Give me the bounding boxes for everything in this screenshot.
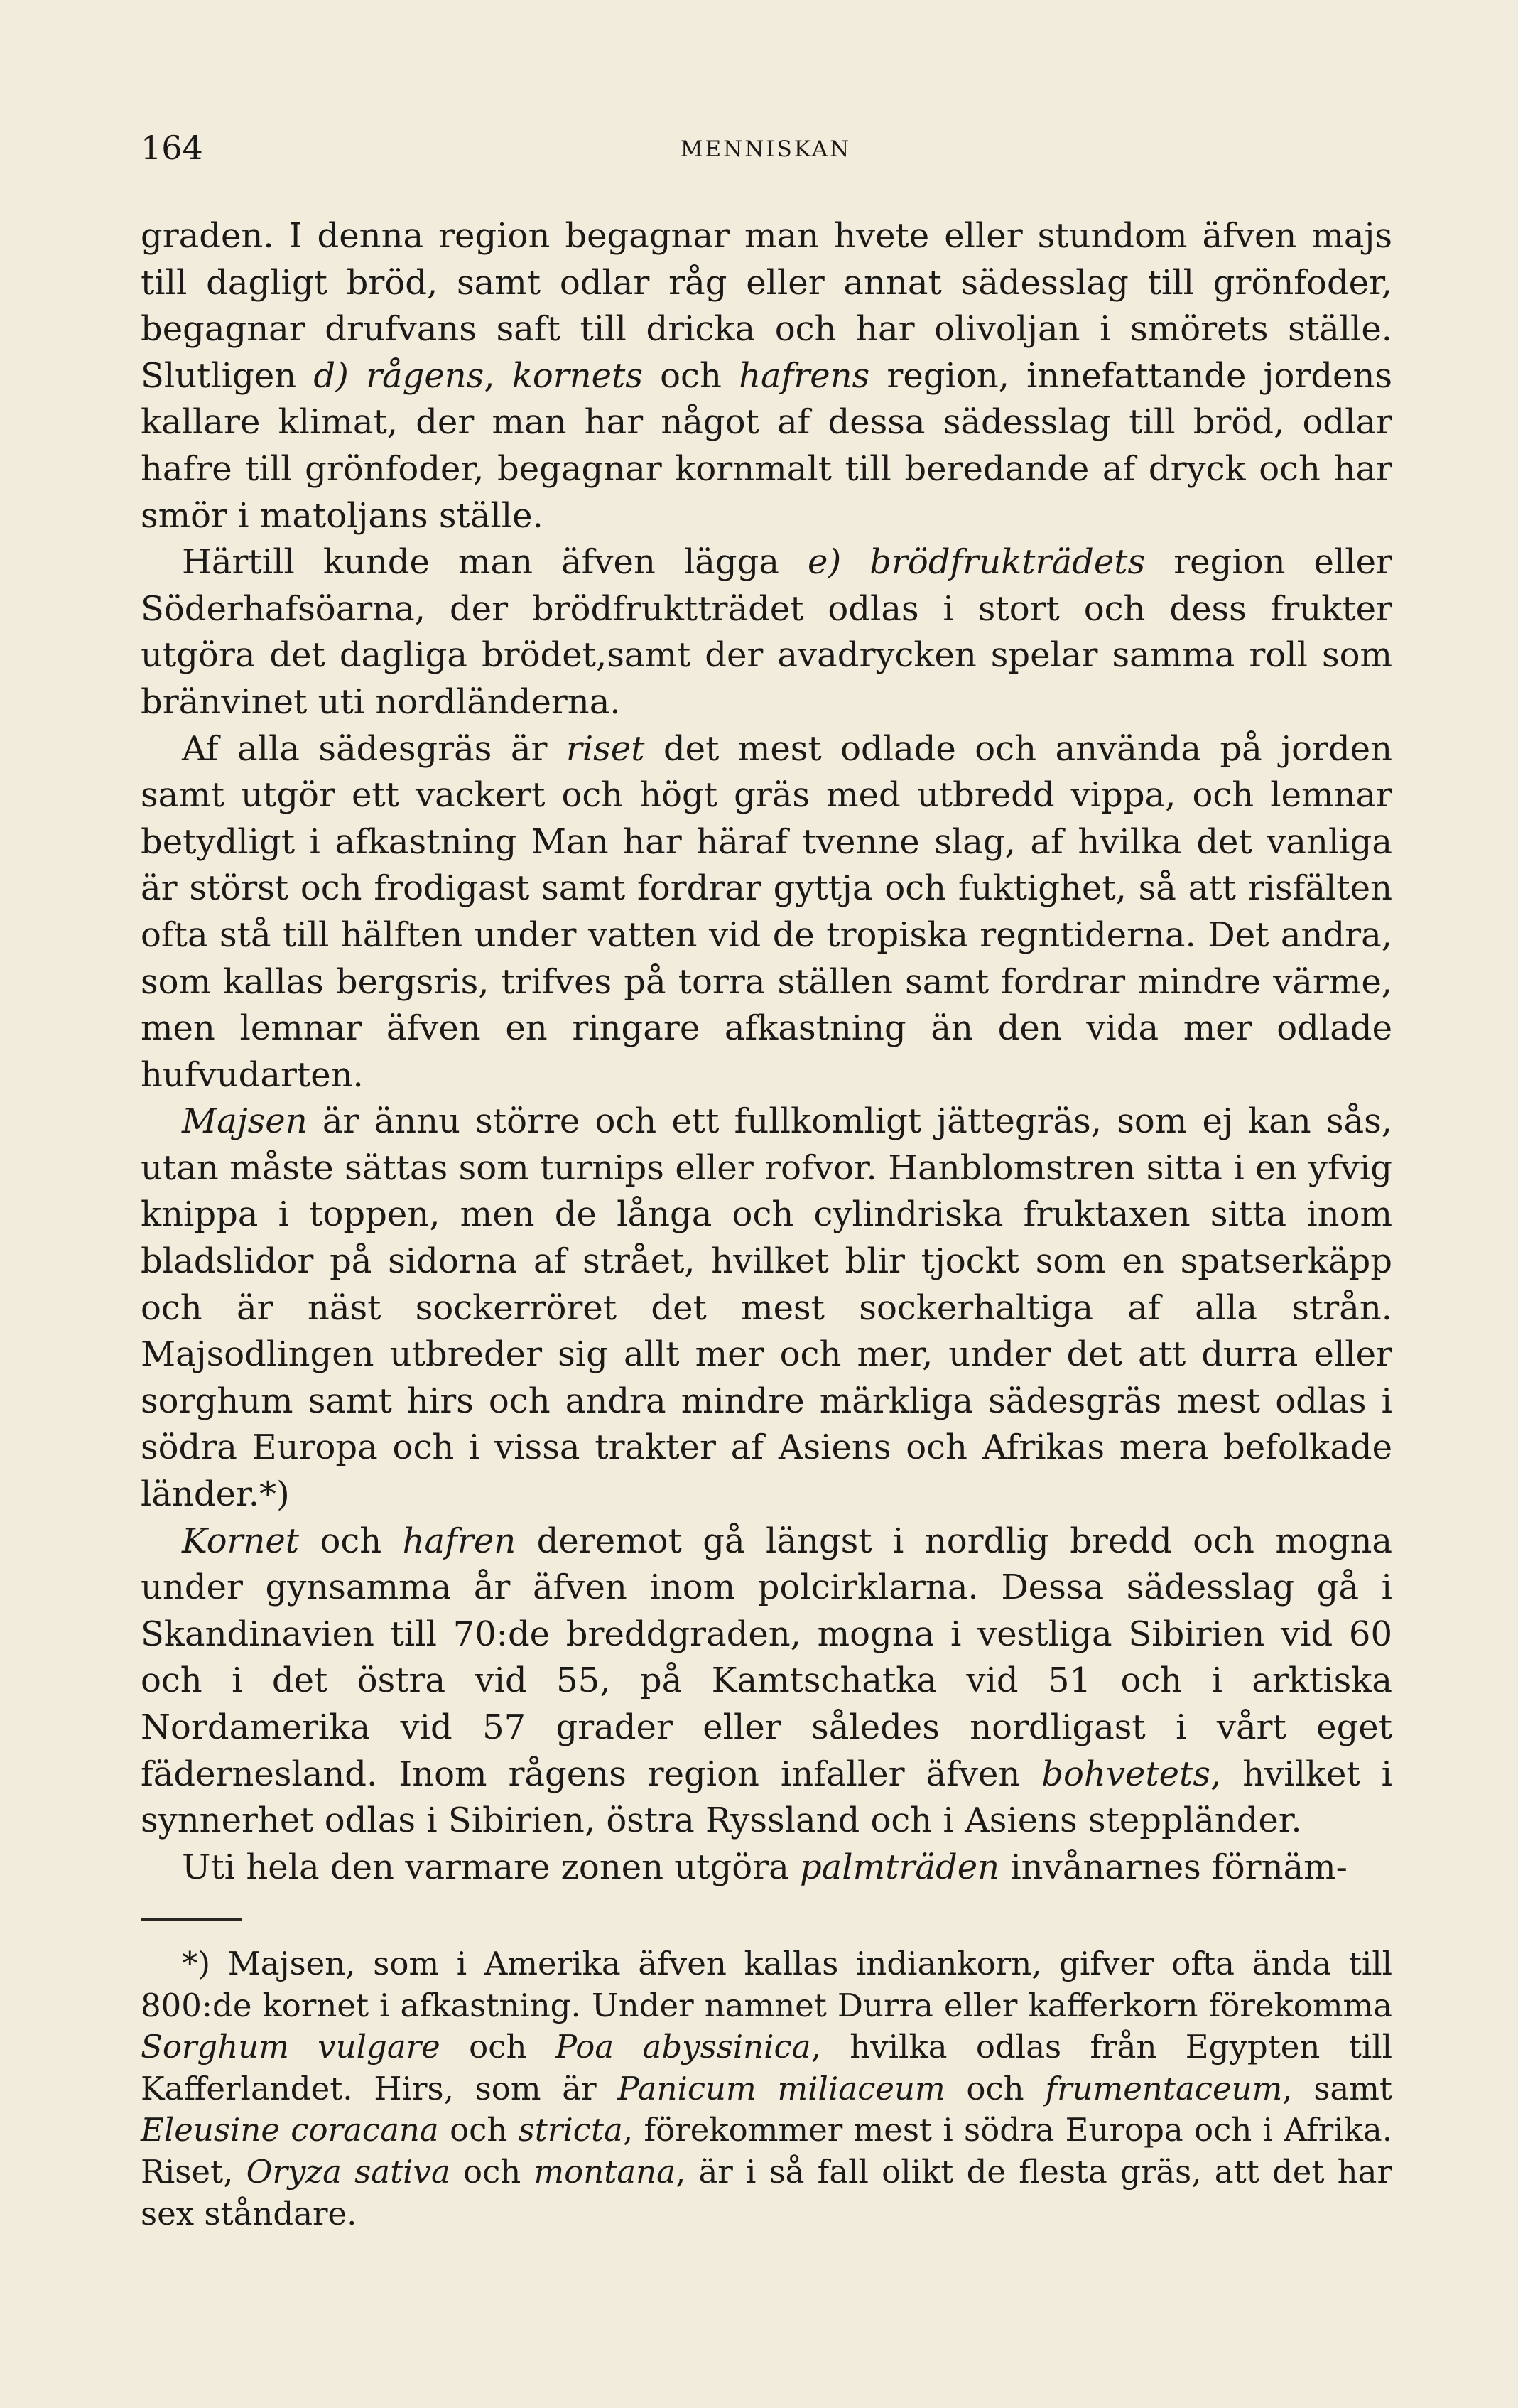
footnote	[141, 1943, 1392, 2235]
main-text	[141, 213, 1392, 1891]
paragraph-6	[141, 1845, 1392, 1891]
text-run: är ännu större och ett fullkomligt jättegräs, som ej kan sås, utan måste sättas som turnips eller rofvor. Hanblomstren sitta i en yfvig knippa i toppen, men de långa och cylindriska fruktaxen sitta inom bladslidor på sidorna af strået, hvilket blir tjockt som en spatserkäpp och är näst sockerröret det mest sockerhaltiga af alla strån. Majsodlingen utbreder sig allt mer och mer, under det att durra eller sorghum samt hirs och andra mindre märkliga sädesgräs mest odlas i södra Europa och i vissa trakter af Asiens och Afrikas mera befolkade länder.*)	[141, 1101, 1392, 1515]
paragraph-4	[141, 1098, 1392, 1518]
paragraph-5	[141, 1518, 1392, 1845]
text-run: , förekommer mest i södra Europa och i Afrika. Riset,	[141, 2111, 1393, 2191]
running-title: MENNISKAN	[680, 136, 852, 162]
italic-run: bohvetets	[1041, 1754, 1210, 1794]
italic-run: Kornet	[182, 1521, 300, 1561]
italic-run: hafren	[402, 1521, 516, 1561]
text-run: , hvilket i synnerhet odlas i Sibirien, östra Ryssland och i Asiens steppländer.	[141, 1754, 1393, 1841]
footnote-rule	[141, 1918, 242, 1921]
paragraph-2	[141, 539, 1392, 725]
italic-run: Sorghum vulgare	[141, 2028, 440, 2066]
italic-run: frumentaceum	[1045, 2069, 1283, 2107]
text-run: och	[440, 2028, 555, 2066]
running-header	[141, 126, 1391, 169]
text-run: region eller Söderhafsöarna, der brödfruktträdet odlas i stort och dess frukter utgöra det dagliga brödet,samt der avadrycken spelar samma roll som bränvinet uti nordländerna.	[141, 542, 1393, 722]
italic-run: riset	[565, 728, 645, 769]
text-run: ,	[484, 355, 512, 396]
text-run: och	[642, 355, 739, 396]
italic-run: d) rågens	[313, 355, 484, 396]
italic-run: palmträden	[799, 1847, 1000, 1887]
text-run: invånarnes förnäm-	[999, 1847, 1348, 1887]
text-run: *) Majsen, som i Amerika äfven kallas indiankorn, gifver ofta ända till 800:de kornet i afkastning. Under namnet Durra eller kafferkorn förekomma	[141, 1945, 1392, 2024]
italic-run: Poa abyssinica	[555, 2028, 811, 2066]
text-run: , samt	[1282, 2069, 1393, 2107]
paragraph-3	[141, 726, 1392, 1099]
italic-run: Eleusine coracana	[141, 2111, 439, 2149]
text-run: , är i så fall olikt de flesta gräs, att det har sex ståndare.	[141, 2152, 1392, 2232]
text-run: det mest odlade och använda på jorden samt utgör ett vackert och högt gräs med utbredd vippa, och lemnar betydligt i afkastning Man har häraf tvenne slag, af hvilka det vanliga är störst och frodigast samt fordrar gyttja och fuktighet, så att risfälten ofta stå till hälften under vatten vid de tropiska regntiderna. Det andra, som kallas bergsris, trifves på torra ställen samt fordrar mindre värme, men lemnar äfven en ringare afkastning än den vida mer odlade hufvudarten.	[141, 728, 1392, 1095]
italic-run: Majsen	[182, 1101, 308, 1142]
text-run: deremot gå längst i nordlig bredd och mogna under gynsamma år äfven inom polcirklarna. Dessa sädesslag gå i Skandinavien till 70:de breddgraden, mogna i vestliga Sibirien vid 60 och i det östra vid 55, på Kamtschatka vid 51 och i arktiska Nordamerika vid 57 grader eller således nordligast i vårt eget fädernesland. Inom rågens region infaller äfven	[141, 1521, 1392, 1794]
italic-run: Oryza sativa	[246, 2152, 450, 2191]
text-run: Af alla sädesgräs är	[182, 728, 566, 769]
italic-run: e) brödfrukträdets	[808, 542, 1146, 583]
text-run: region, innefattande jordens kallare klimat, der man har något af dessa sädesslag till bröd, odlar hafre till grönfoder, begagnar kornmalt till beredande af dryck och har smör i matoljans ställe.	[141, 355, 1393, 536]
text-run: och	[450, 2152, 534, 2191]
text-run: Härtill kunde man äfven lägga	[182, 542, 808, 583]
italic-run: stricta	[518, 2111, 623, 2149]
italic-run: montana	[533, 2152, 676, 2191]
text-run: Uti hela den varmare zonen utgöra	[182, 1847, 800, 1887]
italic-run: hafrens	[739, 355, 870, 396]
page-number: 164	[141, 129, 203, 167]
text-run: och	[299, 1521, 403, 1561]
text-run: och	[945, 2069, 1046, 2107]
italic-run: Panicum miliaceum	[617, 2069, 945, 2107]
text-run: , hvilka odlas från Egypten till Kafferlandet. Hirs, som är	[141, 2028, 1393, 2107]
paragraph-1	[141, 213, 1392, 539]
text-run: graden. I denna region begagnar man hvete eller stundom äfven majs till dagligt bröd, samt odlar råg eller annat sädesslag till grönfoder, begagnar drufvans saft till dricka och har olivoljan i smörets ställe. Slutligen	[141, 216, 1392, 396]
italic-run: kornets	[511, 355, 643, 396]
text-run: och	[438, 2111, 519, 2149]
